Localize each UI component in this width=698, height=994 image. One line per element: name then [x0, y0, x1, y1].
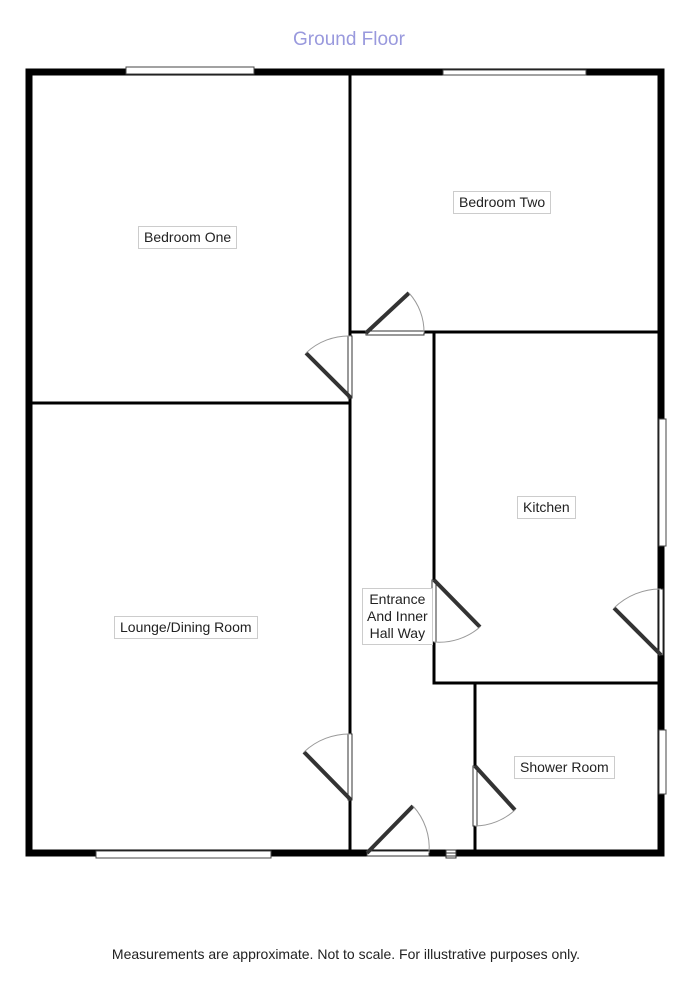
door-lounge [304, 734, 352, 800]
room-label-entrance-hall [362, 588, 433, 645]
window-lounge [96, 851, 271, 858]
window-bedroom-one [126, 67, 254, 74]
room-label-kitchen: Kitchen [517, 496, 576, 519]
door-shower [473, 766, 515, 826]
room-label-lounge: Lounge/Dining Room [114, 616, 258, 639]
hall-label-line-2: And Inner [367, 608, 428, 624]
door-kitchen-hall [432, 580, 480, 642]
hall-label-line-3: Hall Way [369, 625, 426, 641]
interior-walls [29, 72, 661, 853]
hall-label-line-1: Entrance [369, 591, 426, 607]
room-label-shower-room: Shower Room [514, 756, 615, 779]
window-shower [659, 730, 666, 794]
room-label-bedroom-two: Bedroom Two [453, 191, 551, 214]
disclaimer-footer: Measurements are approximate. Not to scale. For illustrative purposes only. [111, 946, 581, 962]
door-bedroom-one [306, 336, 352, 398]
window-bedroom-two [443, 70, 586, 75]
windows [96, 67, 666, 858]
door-bedroom-two [366, 293, 424, 335]
door-kitchen-right [614, 589, 663, 655]
room-label-bedroom-one: Bedroom One [138, 226, 237, 249]
window-kitchen [659, 419, 666, 546]
outer-wall [29, 72, 661, 853]
floor-title: Ground Floor [293, 29, 405, 50]
